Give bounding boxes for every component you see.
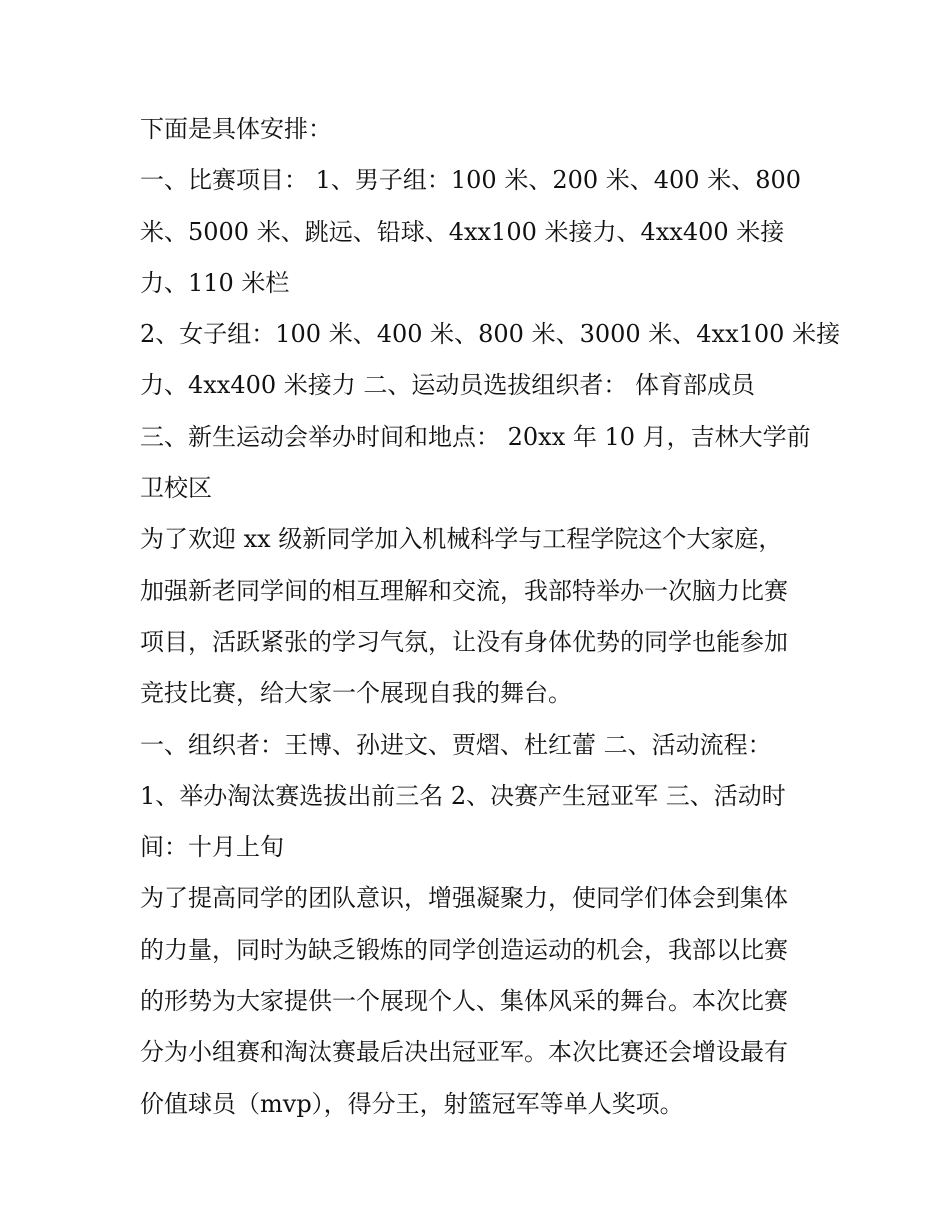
document-body bbox=[140, 104, 841, 1130]
text-line-17: 的力量，同时为缺乏锻炼的同学创造运动的机会，我部以比赛 bbox=[140, 935, 788, 964]
text-line-12: 竞技比赛，给大家一个展现自我的舞台。 bbox=[140, 679, 572, 708]
text-line-11: 项目，活跃紧张的学习气氛，让没有身体优势的同学也能参加 bbox=[140, 627, 788, 656]
text-line-18: 的形势为大家提供一个展现个人、集体风采的舞台。本次比赛 bbox=[140, 987, 788, 1016]
text-line-15: 间：十月上旬 bbox=[140, 833, 284, 862]
text-line-6: 力、4xx400 米接力 二、运动员选拔组织者： 体育部成员 bbox=[140, 371, 756, 400]
text-line-13: 一、组织者：王博、孙进文、贾熠、杜红蕾 二、活动流程： bbox=[140, 730, 772, 759]
text-line-8: 卫校区 bbox=[140, 474, 212, 503]
text-line-16: 为了提高同学的团队意识，增强凝聚力，使同学们体会到集体 bbox=[140, 884, 788, 913]
text-line-5: 2、女子组：100 米、400 米、800 米、3000 米、4xx100 米接 bbox=[140, 320, 841, 349]
text-line-19: 分为小组赛和淘汰赛最后决出冠亚军。本次比赛还会增设最有 bbox=[140, 1038, 788, 1067]
text-line-4: 力、110 米栏 bbox=[140, 268, 290, 297]
text-line-9: 为了欢迎 xx 级新同学加入机械科学与工程学院这个大家庭， bbox=[140, 525, 783, 554]
text-line-7: 三、新生运动会举办时间和地点： 20xx 年 10 月，吉林大学前 bbox=[140, 422, 811, 451]
text-line-1: 下面是具体安排： bbox=[140, 115, 332, 143]
text-line-10: 加强新老同学间的相互理解和交流，我部特举办一次脑力比赛 bbox=[140, 576, 788, 605]
text-line-14: 1、举办淘汰赛选拔出前三名 2、决赛产生冠亚军 三、活动时 bbox=[140, 781, 786, 810]
text-line-20: 价值球员（mvp），得分王，射篮冠军等单人奖项。 bbox=[140, 1089, 684, 1118]
text-line-2: 一、比赛项目： 1、男子组：100 米、200 米、400 米、800 bbox=[140, 166, 802, 195]
text-line-3: 米、5000 米、跳远、铅球、4xx100 米接力、4xx400 米接 bbox=[140, 217, 785, 246]
